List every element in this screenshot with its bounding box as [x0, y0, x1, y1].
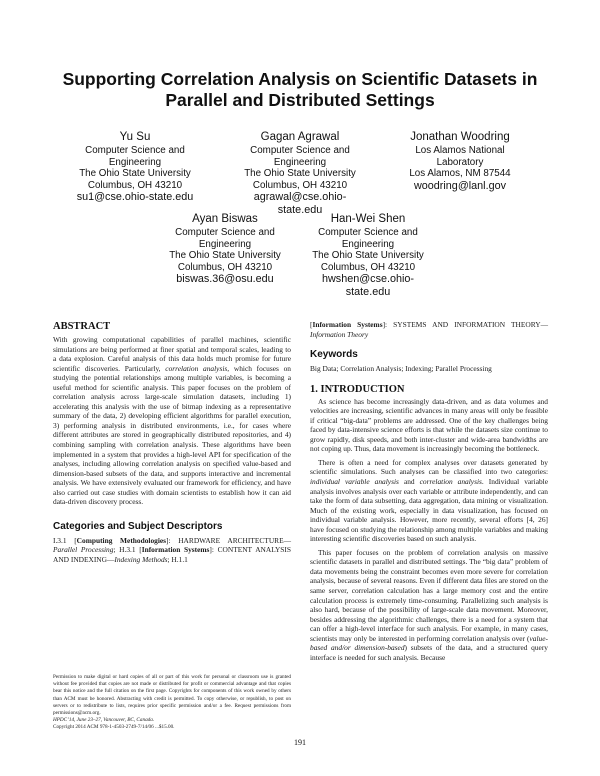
- author-affiliation-line: Los Alamos, NM 87544: [409, 168, 511, 179]
- author-name: Gagan Agrawal: [260, 131, 340, 143]
- copyright-line: Copyright 2014 ACM 978-1-4503-2749-7/14/06 ...$15.00.: [53, 724, 175, 731]
- author-affiliation-line: Computer Science and: [85, 145, 185, 156]
- author-affiliation-line: Engineering: [273, 156, 327, 168]
- categories-continued: [Information Systems]: SYSTEMS AND INFORMATION THEORY—Information Theory: [310, 320, 548, 339]
- author-email: woodring@lanl.gov: [414, 179, 506, 192]
- author-affiliation-line: Columbus, OH 43210: [87, 179, 183, 191]
- author-email: agrawal@cse.ohio-: [253, 191, 347, 203]
- author-affiliation-line: Computer Science and: [318, 227, 418, 238]
- categories-body: I.3.1 [Computing Methodologies]: HARDWARE ARCHITECTURE—Parallel Processing; H.3.1 [Information Systems]: CONTENT ANALYSIS AND INDEXING—Indexing Methods; H.1.1: [53, 535, 291, 564]
- author-affiliation-line: The Ohio State University: [244, 168, 356, 179]
- categories-heading: Categories and Subject Descriptors: [53, 520, 223, 532]
- author-affiliation-line: Los Alamos National: [415, 145, 505, 156]
- abstract-body: With growing computational capabilities of parallel machines, scientific simulations are being performed at finer spatial and temporal scales, leading to a data explosion. Careful analysis of this data holds much promise for future scientific discoveries. Particularly, correlation analysis, which focuses on studying the potential relationships among multiple variables, is becoming a useful method for scientific analysis. This paper focuses on the problem of correlation analysis across large-scale simulation datasets, including 1) accelerating this analysis with the use of bitmap indexing as a representative summary of the data, 2) developing efficient algorithms for parallel execution, 3) performing analysis in distributed environments, i.e., for cases where different attributes are stored in geographically distributed repositories, and 4) combining sampling with correlation analysis. These algorithms have been implemented in a system that provides a high-level API for specification of the analyses, including allowing correlation analysis on specified value-based and dimension-based subsets of the data, and supports interactive and incremental analysis. We have extensively evaluated our framework for efficiency, and have also carried out case studies with domain scientists to establish how it can aid data-driven discovery process.: [53, 335, 291, 507]
- right-column: [310, 320, 548, 662]
- author-block: [60, 130, 210, 204]
- author-affiliation-line: Computer Science and: [250, 145, 350, 156]
- title-line-1: Supporting Correlation Analysis on Scientific Datasets in: [62, 69, 538, 89]
- author-block: [385, 130, 535, 192]
- intro-paragraph: There is often a need for complex analyses over datasets generated by scientific simulations. Such analyses can be classified into two categories: individual variable analysis and correlation analysis. Individual variable analysis involves analysis over each variable or attribute independently, and can take the form of data subsetting, data aggregation, data mining or visualization. Much of the existing work, especially in data visualization, has focused on individual variable analysis. However, more recently, several efforts [4, 26] have focused on studying the relationship among multiple variables and making interesting scientific discoveries based on such analysis.: [310, 457, 548, 544]
- author-name: Han-Wei Shen: [330, 213, 406, 225]
- author-block: [225, 130, 375, 216]
- author-email: state.edu: [277, 203, 323, 216]
- permission-notice: Permission to make digital or hard copies of all or part of this work for personal or classroom use is granted without fee provided that copies are not made or distributed for profit or commercial advantage and that copies bear this notice and the full citation on the first page. Copyrights for components of this work owned by others than ACM must be honored. Abstracting with credit is permitted. To copy otherwise, or republish, to post on servers or to redistribute to lists, requires prior specific permission and/or a fee. Request permissions from permissions@acm.org.: [53, 674, 291, 717]
- author-block: [150, 212, 300, 286]
- venue-line: HPDC’14, June 23–27, Vancouver, BC, Canada.: [53, 717, 155, 724]
- left-column: [53, 320, 291, 564]
- author-affiliation-line: Computer Science and: [175, 227, 275, 238]
- intro-paragraph: As science has become increasingly data-driven, and as data volumes and velocities are increasing, scientific advances in many areas will only be feasible if critical “big-data” problems are addressed. One of the key challenges being faced by data-intensive science efforts is that while the datasets size continue to grow rapidly, disk speeds, and both inter-cluster and wide-area bandwidths are not coping up. Thus, data movement is increasingly becoming the bottleneck.: [310, 396, 548, 454]
- author-block: [293, 212, 443, 298]
- author-affiliation-line: Laboratory: [436, 156, 484, 168]
- paper-title: [40, 69, 560, 111]
- author-affiliation-line: The Ohio State University: [312, 250, 424, 261]
- keywords-body: Big Data; Correlation Analysis; Indexing; Parallel Processing: [310, 364, 492, 374]
- abstract-heading: ABSTRACT: [53, 321, 111, 332]
- introduction-heading: 1. INTRODUCTION: [310, 383, 405, 395]
- author-affiliation-line: Engineering: [198, 238, 252, 250]
- author-email: hwshen@cse.ohio-: [322, 273, 414, 285]
- author-affiliation-line: Columbus, OH 43210: [252, 179, 348, 191]
- author-affiliation-line: Columbus, OH 43210: [320, 261, 416, 273]
- intro-paragraph: This paper focuses on the problem of correlation analysis on massive scientific datasets in parallel and distributed settings. The “big data” problem of data movements being the constraint becomes even more severe for correlation analysis, because of several reasons. Even if different data files are stored on the same server, correlation calculation has a large memory cost and the entire calculation process is extremely time-consuming. Parallelizing such analysis is also hard, because of the possibility of large-scale data movement. Moreover, besides addressing the algorithmic challenges, there is a need for a system that can offer a high-level interface for such analysis. For example, in many cases, scientists may only be interested in performing correlation analysis over (value-based and/or dimension-based) subsets of the data, and a structured query interface is needed for such analysis. Because: [310, 547, 548, 662]
- author-affiliation-line: The Ohio State University: [169, 250, 281, 261]
- author-name: Jonathan Woodring: [410, 131, 510, 143]
- author-email: su1@cse.ohio-state.edu: [76, 191, 194, 203]
- author-affiliation-line: Columbus, OH 43210: [177, 261, 273, 273]
- author-affiliation-line: Engineering: [341, 238, 395, 250]
- page-number: 191: [294, 738, 306, 747]
- author-email: biswas.36@osu.edu: [176, 273, 274, 285]
- title-line-2: Parallel and Distributed Settings: [165, 90, 435, 110]
- author-email: state.edu: [345, 285, 391, 298]
- author-affiliation-line: Engineering: [108, 156, 162, 168]
- author-name: Ayan Biswas: [192, 213, 258, 225]
- author-affiliation-line: The Ohio State University: [79, 168, 191, 179]
- copyright-footnote: [53, 674, 291, 732]
- keywords-heading: Keywords: [310, 349, 358, 361]
- author-name: Yu Su: [119, 131, 151, 143]
